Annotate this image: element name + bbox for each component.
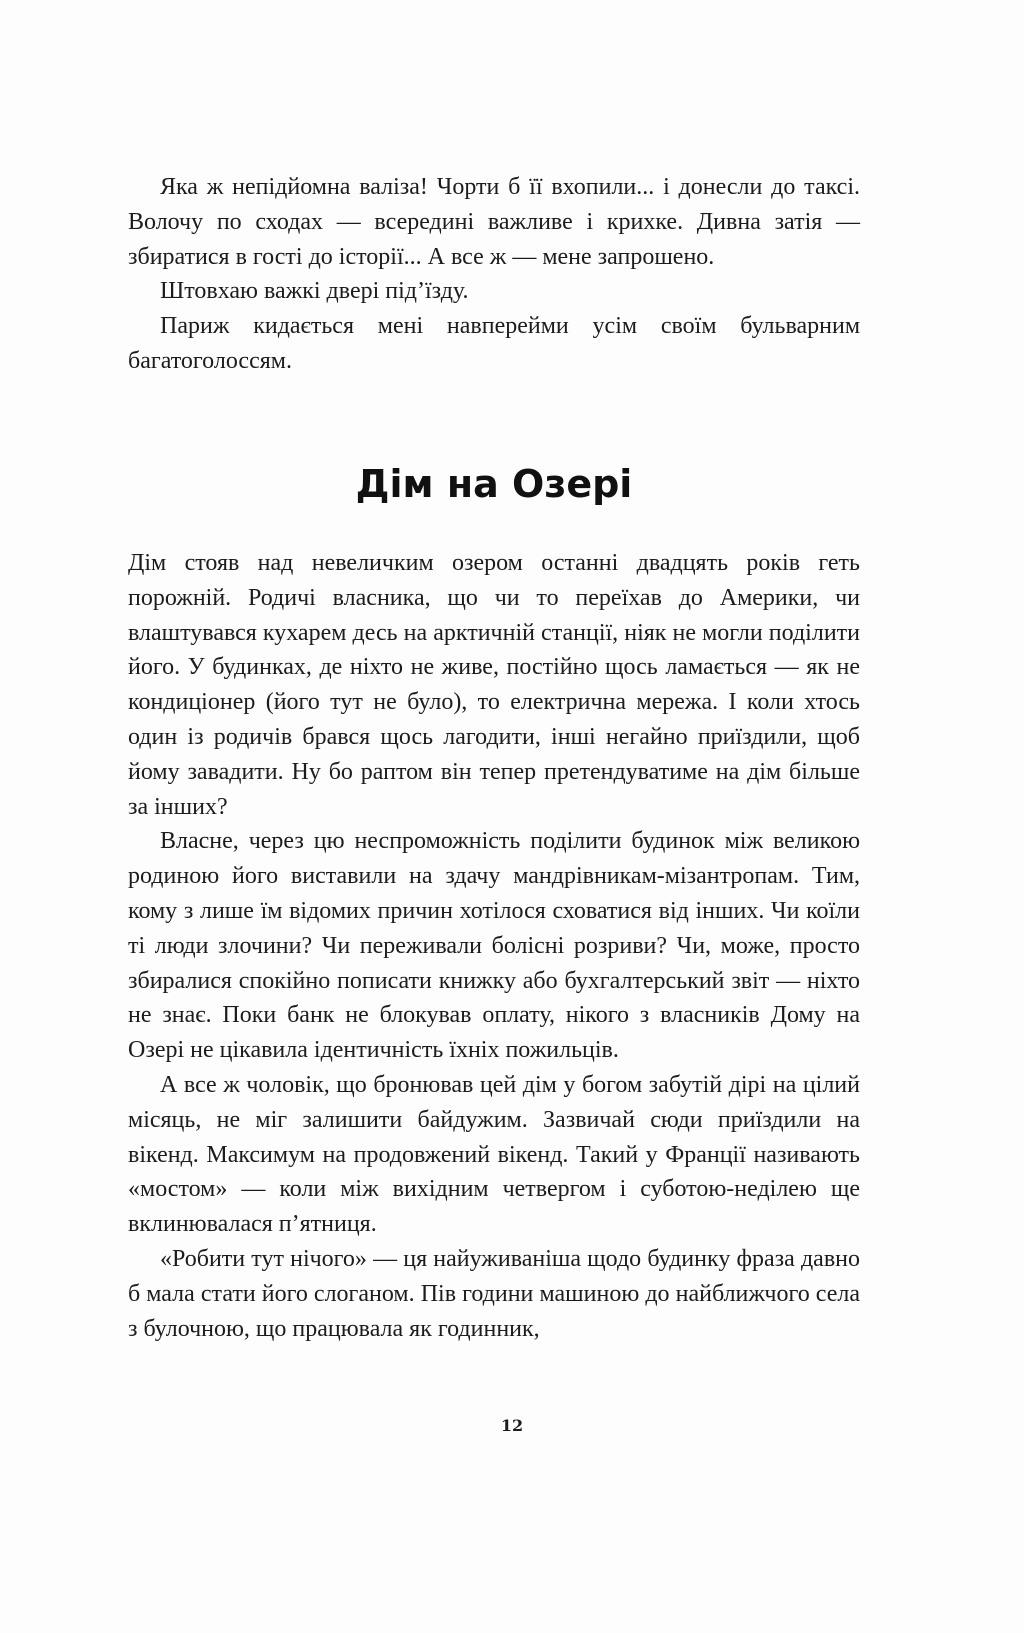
chapter-paragraph: А все ж чоловік, що бронював цей дім у богом забутій дірі на цілий місяць, не міг залишити байдужим. Зазвичай сюди приїздили на вікенд. Максимум на продовжений вікенд. Такий у Франції називають «мостом» — коли між вихідним четвергом і суботою-неділею ще вклинювалася п’ятниця. <box>128 1071 860 1238</box>
intro-section <box>128 170 860 379</box>
intro-paragraph: Штовхаю важкі двері під’їзду. <box>160 278 469 305</box>
chapter-title: Дім на Озері <box>355 462 633 506</box>
page-number: 12 <box>500 1416 524 1435</box>
chapter-paragraph: Дім стояв над невеличким озером останні двадцять років геть порожній. Родичі власника, що чи то переїхав до Америки, чи влаштувався кухарем десь на арктичній станції, ніяк не могли поділити його. У будинках, де ніхто не живе, постійно щось ламається — як не кондиціонер (його тут не було), то електрична мережа. І коли хтось один із родичів брався щось лагодити, інші негайно приїздили, щоб йому завадити. Ну бо раптом він тепер претендуватиме на дім більше за інших? <box>128 550 860 820</box>
intro-paragraph: Яка ж непідйомна валіза! Чорти б її вхопили... і донесли до таксі. Волочу по сходах — всередині важливе і крихке. Дивна затія — збиратися в гості до історії... А все ж — мене запрошено. <box>128 174 860 270</box>
chapter-paragraph: Власне, через цю неспроможність поділити будинок між великою родиною його виставили на здачу мандрівникам-мізантропам. Тим, кому з лише їм відомих причин хотілося сховатися від інших. Чи коїли ті люди злочини? Чи переживали болісні розриви? Чи, може, просто збиралися спокійно пописати книжку або бухгалтерський звіт — ніхто не знає. Поки банк не блокував оплату, нікого з власників Дому на Озері не цікавила ідентичність їхніх пожильців. <box>128 828 860 1064</box>
chapter-body <box>128 546 860 1346</box>
intro-paragraph: Париж кидається мені навперейми усім своїм бульварним багатоголоссям. <box>128 313 860 374</box>
chapter-paragraph: «Робити тут нічого» — ця найуживаніша щодо будинку фраза давно б мала стати його слоганом. Пів години машиною до найближчого села з булочною, що працювала як годинник, <box>128 1245 860 1342</box>
